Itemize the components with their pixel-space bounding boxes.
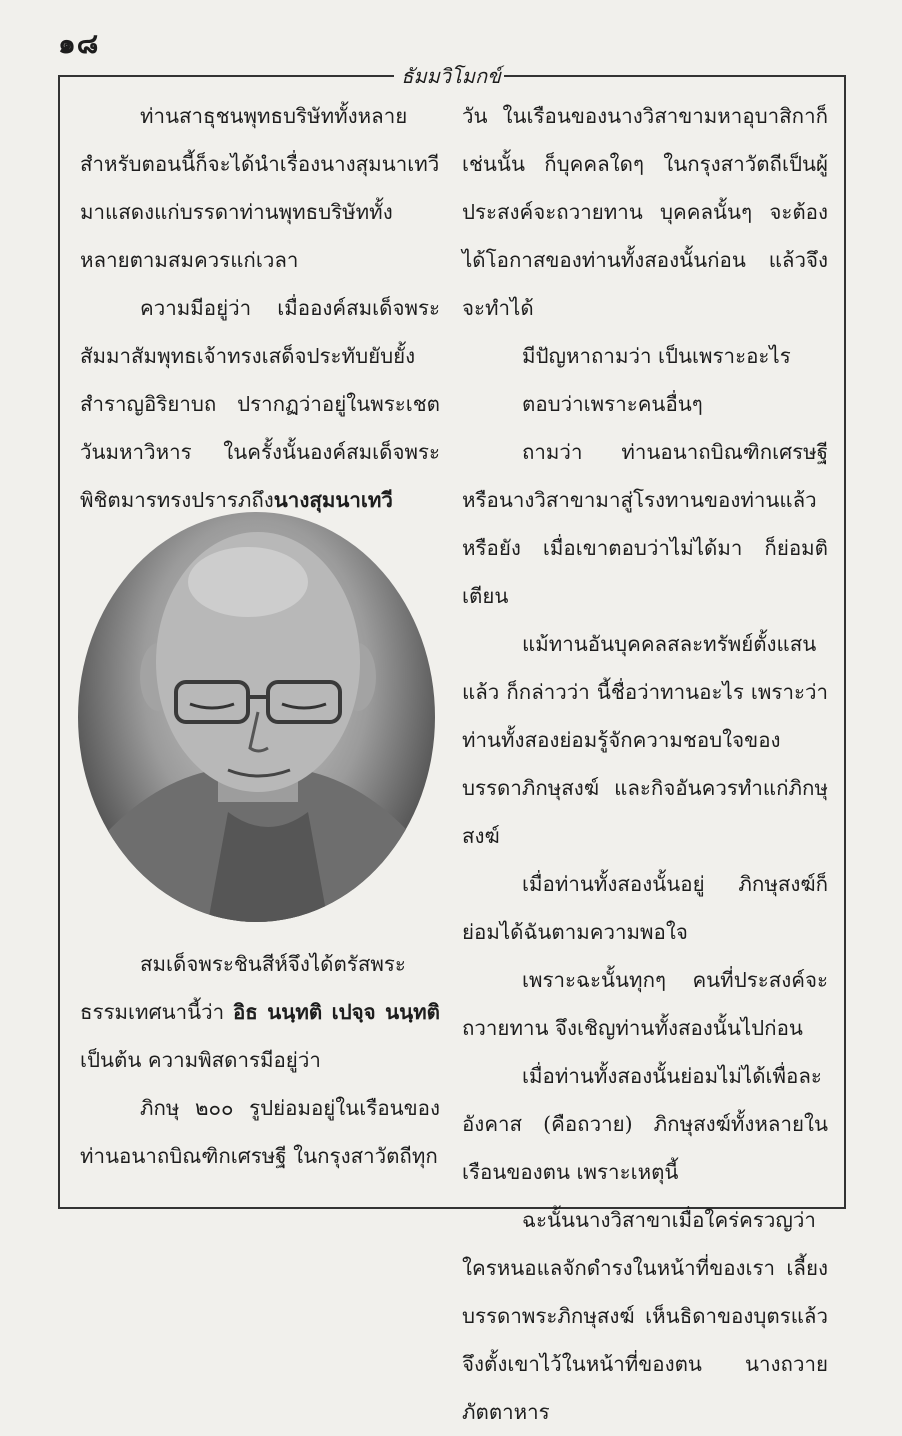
left-paragraph-1: ท่านสาธุชนพุทธบริษัททั้งหลาย สำหรับตอนนี้ก็จะได้นำเรื่องนางสุมนาเทวีมาแสดงแก่บรรดาท่านพุทธบริษัททั้งหลายตามสมควรแก่เวลา — [80, 104, 440, 272]
left-paragraph-3 — [80, 940, 440, 1084]
monk-portrait-photo — [78, 512, 435, 922]
right-column — [462, 92, 828, 1436]
right-paragraph-7: เพราะฉะนั้นทุกๆ คนที่ประสงค์จะถวายทาน จึงเชิญท่านทั้งสองนั้นไปก่อน — [462, 968, 828, 1040]
left-paragraph-3-text-b: เป็นต้น ความพิสดารมีอยู่ว่า — [80, 1048, 321, 1072]
right-paragraph-6: เมื่อท่านทั้งสองนั้นอยู่ ภิกษุสงฆ์ก็ย่อมได้ฉันตามความพอใจ — [462, 872, 828, 944]
page-number: ๑๘ — [58, 27, 100, 60]
right-paragraph-8: เมื่อท่านทั้งสองนั้นย่อมไม่ได้เพื่อละอังคาส (คือถวาย) ภิกษุสงฆ์ทั้งหลายในเรือนของตน เพราะเหตุนี้ — [462, 1064, 828, 1184]
right-paragraph-9: ฉะนั้นนางวิสาขาเมื่อใคร่ครวญว่า ใครหนอแลจักดำรงในหน้าที่ของเรา เลี้ยงบรรดาพระภิกษุสงฆ์ เห็นธิดาของบุตรแล้ว จึงตั้งเขาไว้ในหน้าที่ของตน นางถวายภัตตาหาร — [462, 1208, 828, 1424]
right-paragraph-4: ถามว่า ท่านอนาถบิณฑิกเศรษฐีหรือนางวิสาขามาสู่โรงทานของท่านแล้วหรือยัง เมื่อเขาตอบว่าไม่ได้มา ก็ย่อมติเตียน — [462, 440, 828, 608]
left-paragraph-2 — [80, 284, 440, 524]
right-paragraph-1: วัน ในเรือนของนางวิสาขามหาอุบาสิกาก็เช่นนั้น ก็บุคคลใดๆ ในกรุงสาวัตถีเป็นผู้ประสงค์จะถวายทาน บุคคลนั้นๆ จะต้องได้โอกาสของท่านทั้งสองนั้นก่อน แล้วจึงจะทำได้ — [462, 104, 828, 320]
running-title: ธัมมวิโมกข์ — [401, 64, 501, 88]
left-column-bottom — [80, 940, 440, 1180]
left-paragraph-4: ภิกษุ ๒๐๐ รูปย่อมอยู่ในเรือนของท่านอนาถบิณฑิกเศรษฐี ในกรุงสาวัตถีทุก — [80, 1096, 440, 1168]
left-paragraph-2-bold: นางสุมนาเทวี — [273, 488, 393, 512]
left-paragraph-2-text: ความมีอยู่ว่า เมื่อองค์สมเด็จพระสัมมาสัมพุทธเจ้าทรงเสด็จประทับยับยั้งสำราญอิริยาบถ ปรากฏว่าอยู่ในพระเชตวันมหาวิหาร ในครั้งนั้นองค์สมเด็จพระพิชิตมารทรงปรารภถึง — [80, 296, 440, 512]
right-paragraph-3: ตอบว่าเพราะคนอื่นๆ — [522, 392, 703, 416]
pali-verse: อิธ นนฺทติ เปจฺจ นนฺทติ — [233, 1000, 440, 1024]
right-paragraph-2: มีปัญหาถามว่า เป็นเพราะอะไร — [522, 344, 791, 368]
left-column — [80, 92, 440, 524]
right-paragraph-5: แม้ทานอันบุคคลสละทรัพย์ตั้งแสนแล้ว ก็กล่าวว่า นี้ชื่อว่าทานอะไร เพราะว่าท่านทั้งสองย่อมรู้จักความชอบใจของบรรดาภิกษุสงฆ์ และกิจอันควรทำแก่ภิกษุสงฆ์ — [462, 632, 828, 848]
left-paragraph-3-text-a: สมเด็จพระชินสีห์จึงได้ตรัสพระธรรมเทศนานี้ว่า — [80, 952, 406, 1024]
portrait-illustration-icon — [78, 512, 435, 922]
